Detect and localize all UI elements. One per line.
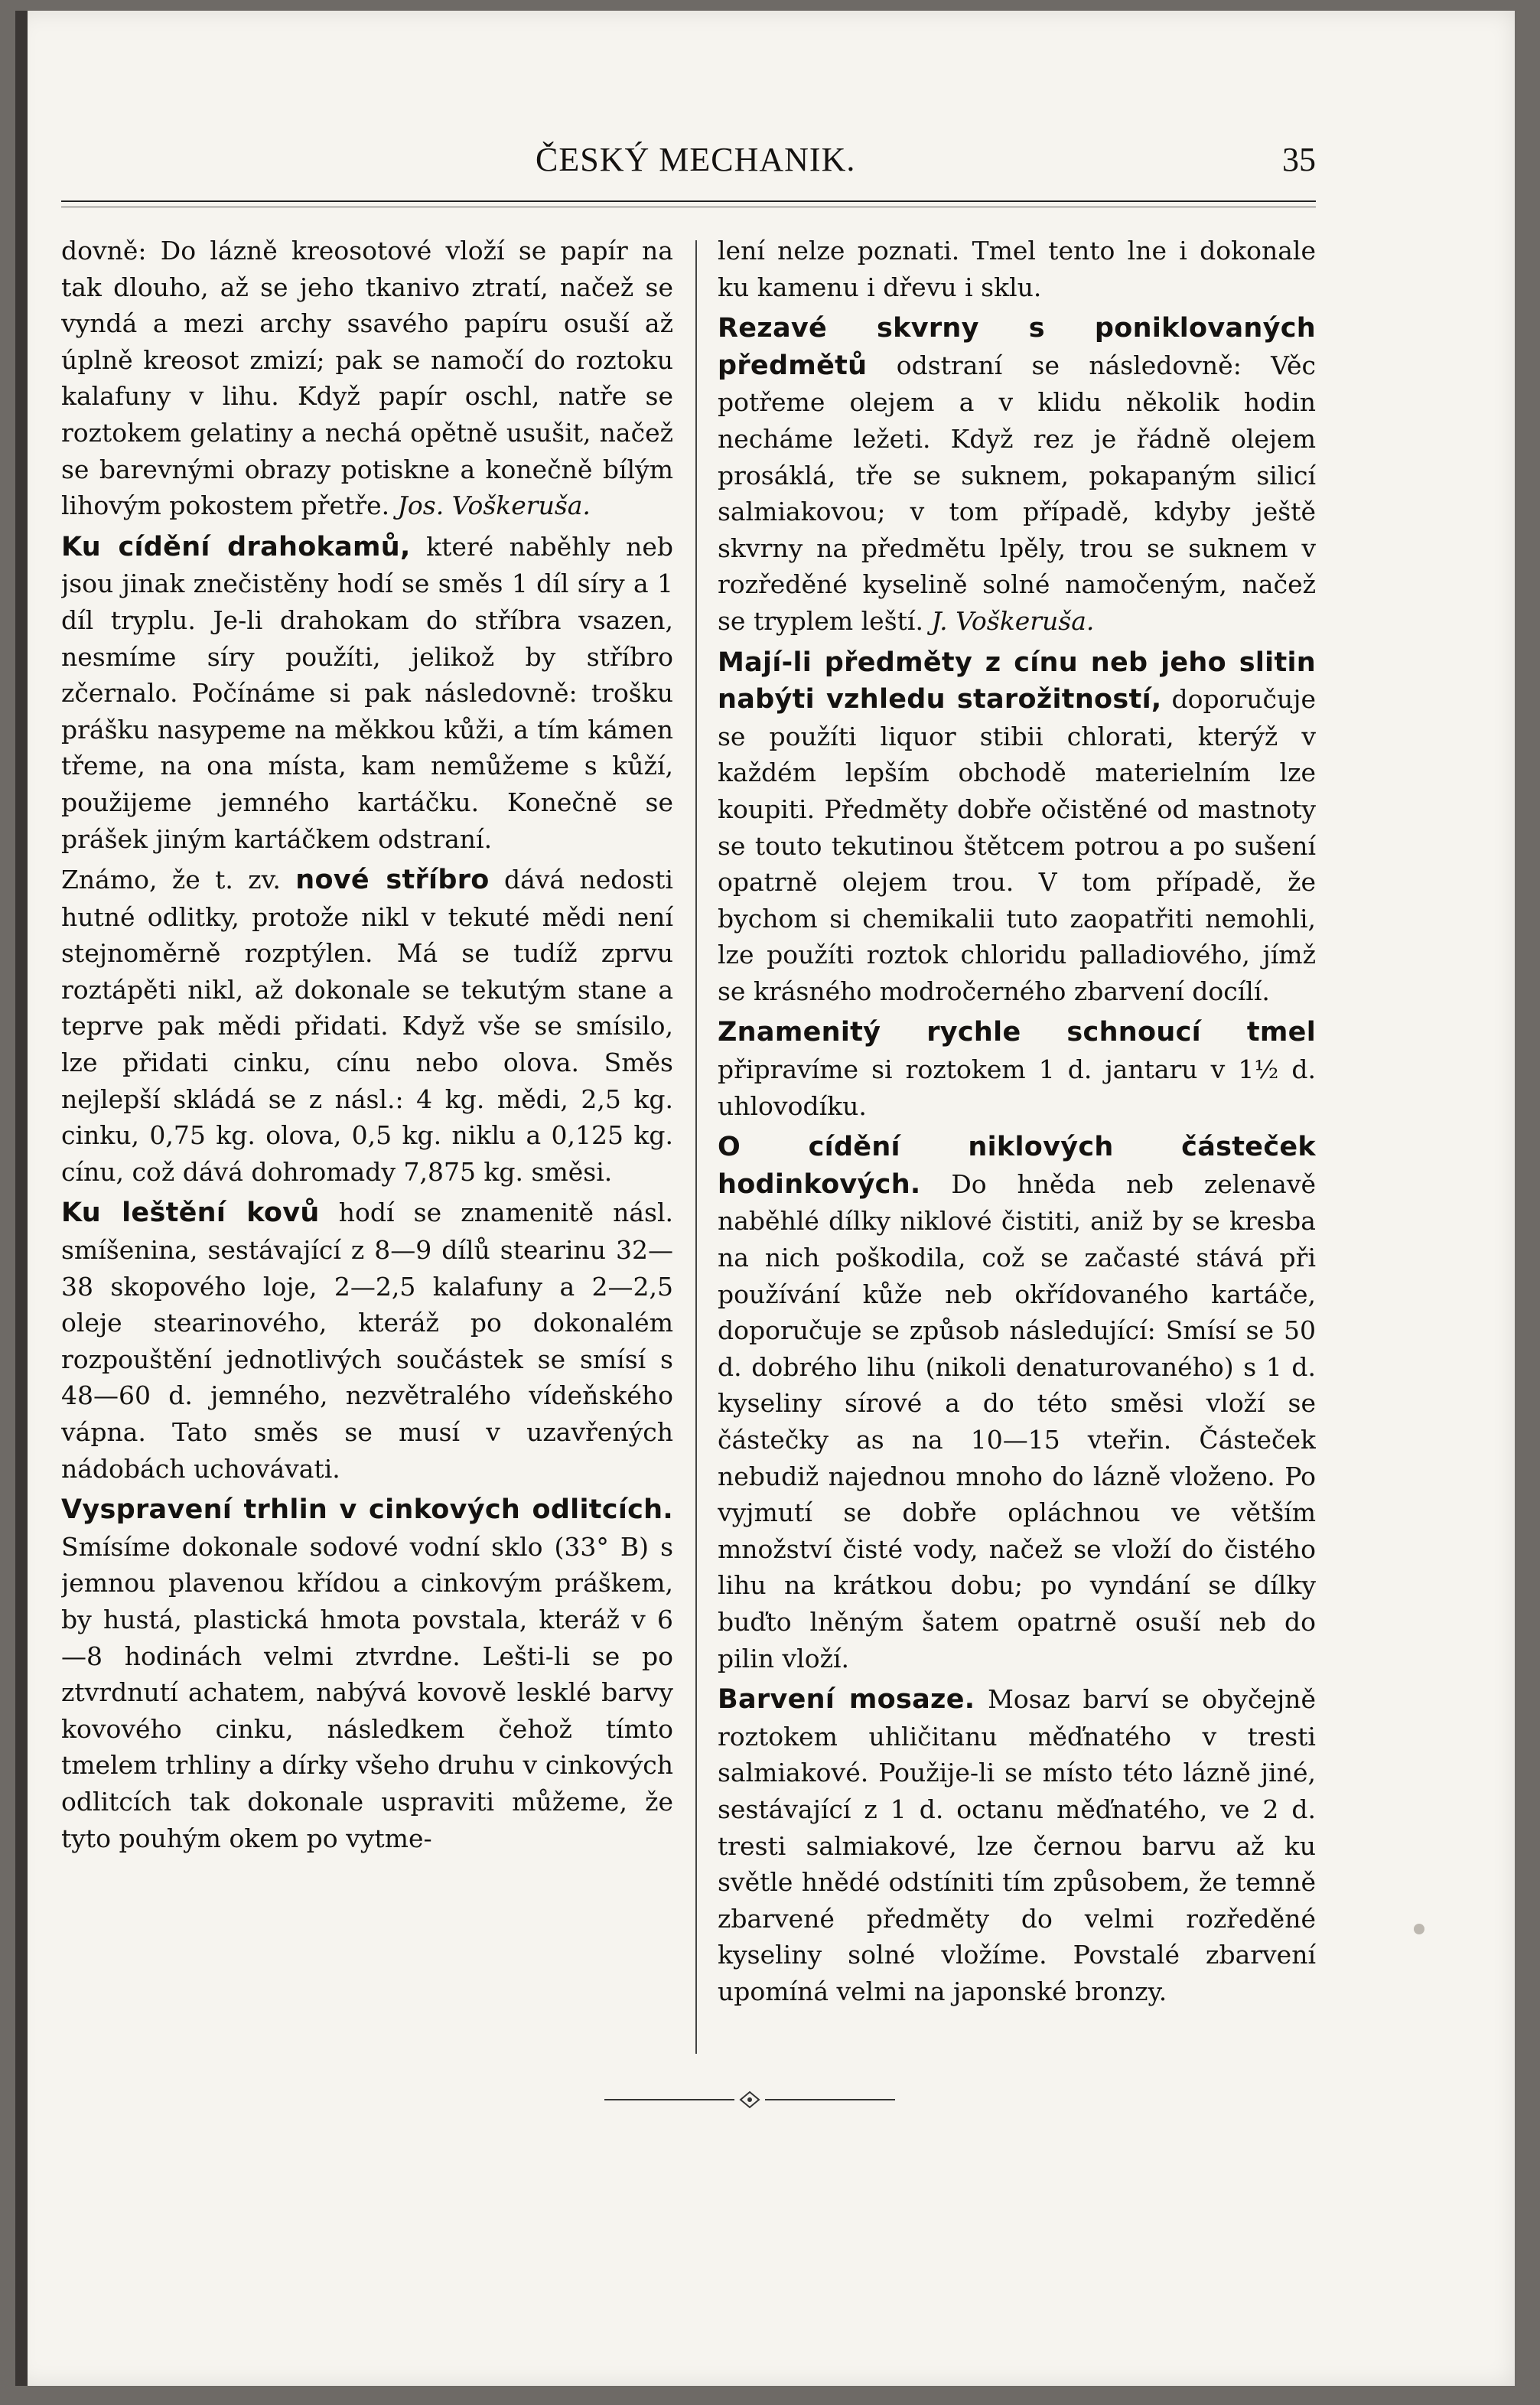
article-text: Mosaz barví se obyčejně roztokem uhličitanu měďnatého v tresti salmiakové. Použije-li se místo této lázně jiné, sestávající z 1 d. octanu měďnatého, ve 2 d. tresti salmiakové, lze černou barvu až ku světle hnědé odstíniti tím způsobem, že temně zbarvené předměty do velmi rozředěné kyseliny solné vložíme. Povstalé zbarvení upomíná velmi na japonské bronzy.: [718, 1684, 1316, 2006]
article-paragraph: [61, 233, 673, 524]
page-header: [61, 137, 1316, 191]
article-heading: Znamenitý rychle schnoucí tmel: [718, 1017, 1316, 1048]
article-text: připravíme si roztokem 1 d. jantaru v 1½ d. uhlovodíku.: [718, 1054, 1316, 1121]
article-heading: Ku leštění kovů: [61, 1198, 320, 1229]
article-signature: J. Voškeruša.: [931, 605, 1095, 636]
article-paragraph: [718, 310, 1316, 639]
article-paragraph: [61, 1194, 673, 1487]
left-column: [61, 233, 673, 2054]
right-column: [718, 233, 1316, 2054]
article-signature: Jos. Voškeruša.: [397, 490, 591, 521]
article-heading: Ku cídění drahokamů,: [61, 531, 411, 562]
running-title: ČESKÝ MECHANIK.: [536, 141, 856, 178]
article-text: Smísíme dokonale sodové vodní sklo (33° B) s jemnou plavenou křídou a cinkovým práškem, by hustá, plastická hmota povstala, kteráž v 6—8 hodinách velmi ztvrdne. Lešti-li se po ztvrdnutí achatem, nabývá kovově lesklé barvy kovového cinku, následkem čehož tímto tmelem trhliny a dírky všeho druhu v cinkových odlitcích tak dokonale uspraviti můžeme, že tyto pouhým okem po vytme-: [61, 1531, 673, 1853]
article-paragraph: [718, 1129, 1316, 1677]
end-ornament: [597, 2084, 903, 2115]
article-lead: Známo, že t. zv.: [61, 865, 281, 895]
article-text: odstraní se následovně: Věc potřeme olejem a v klidu několik hodin necháme ležeti. Když rez je řádně olejem prosáklá, tře se suknem, pokapaným silicí salmiakovou; v tom případě, kdyby ještě skvrny na předmětu lpěly, trou se suknem v rozředěné kyselině solné namočeným, načež se tryplem leští.: [718, 350, 1316, 636]
page-edge-shadow: [15, 11, 28, 2386]
article-paragraph: [61, 1491, 673, 1856]
article-paragraph: [718, 233, 1316, 305]
article-text: které naběhly neb jsou jinak znečistěny hodí se směs 1 díl síry a 1 díl tryplu. Je-li drahokam do stříbra vsazen, nesmíme síry použíti, jelikož by stříbro zčernalo. Počínáme si pak následovně: trošku prášku nasypeme na měkkou kůži, a tím kámen třeme, na ona místa, kam nemůžeme s kůží, použijeme jemného kartáčku. Konečně se prášek jiným kartáčkem odstraní.: [61, 531, 673, 854]
article-paragraph: [718, 644, 1316, 1010]
article-text: lení nelze poznati. Tmel tento lne i dokonale ku kamenu i dřevu i sklu.: [718, 236, 1316, 302]
newspaper-page: [15, 11, 1515, 2386]
header-rule: [61, 200, 1316, 202]
article-heading: Vyspravení trhlin v cinkových odlitcích.: [61, 1494, 673, 1526]
article-paragraph: [61, 529, 673, 857]
article-heading: Rezavé skvrny s poniklovaných předmětů: [718, 313, 1316, 381]
article-text: Do hněda neb zelenavě naběhlé dílky niklové čistiti, aniž by se kresba na nich poškodila, což se začasté stává při používání kůže neb okřídovaného kartáče, doporučuje se způsob následující: Smísí se 50 d. dobrého lihu (nikoli denaturovaného) s 1 d. kyseliny sírové a do této směsi vloží se částečky as na 10—15 vteřin. Částeček nebudiž najednou mnoho do lázně vloženo. Po vyjmutí se dobře opláchnou ve větším množství čisté vody, načež se vloží do čistého lihu na krátkou dobu; po vyndání se dílky buďto lněným šatem opatrně osuší neb do pilin vloží.: [718, 1168, 1316, 1673]
article-text: hodí se znamenitě násl. smíšenina, sestávající z 8—9 dílů stearinu 32—38 skopového loje, 2—2,5 kalafuny a 2—2,5 oleje stearinového, kteráž po dokonalém rozpouštění jednotlivých součástek se smísí s 48—60 d. jemného, nezvětralého vídeňského vápna. Tato směs se musí v uzavřených nádobách uchovávati.: [61, 1198, 673, 1484]
article-paragraph: [718, 1681, 1316, 2009]
article-heading: Mají-li předměty z cínu neb jeho slitin nabýti vzhledu starožitností,: [718, 647, 1316, 715]
article-text: dovně: Do lázně kreosotové vloží se papír na tak dlouho, až se jeho tkanivo ztratí, načež se vyndá a mezi archy ssavého papíru osuší až úplně kreosot zmizí; pak se namočí do roztoku kalafuny v lihu. Když papír oschl, natře se roztokem gelatiny a nechá opětně usušit, načež se barevnými obrazy potiskne a konečně bílým lihovým pokostem přetře.: [61, 236, 673, 521]
article-heading: Barvení mosaze.: [718, 1684, 975, 1716]
article-text: doporučuje se použíti liquor stibii chlorati, kterýž v každém lepším obchodě materielním lze koupiti. Předměty dobře očistěné od mastnoty se touto tekutinou štětcem potrou a po sušení opatrně olejem trou. V tom případě, že bychom si chemikalii tuto zaopatřiti nemohli, lze použíti roztok chloridu palladiového, jímž se krásného modročerného zbarvení docílí.: [718, 684, 1316, 1006]
article-heading: O cídění niklových částeček hodinkových.: [718, 1132, 1316, 1200]
article-heading: nové stříbro: [295, 865, 490, 896]
article-text: dává nedosti hutné odlitky, protože nikl v tekuté mědi není stejnoměrně rozptýlen. Má se tudíž zprvu roztápěti nikl, až dokonale se tekutým stane a teprve pak mědi přidati. Když vše se smísilo, lze přidati cinku, cínu nebo olova. Směs nejlepší skládá se z násl.: 4 kg. mědi, 2,5 kg. cinku, 0,75 kg. olova, 0,5 kg. niklu a 0,125 kg. cínu, což dává dohromady 7,875 kg. směsi.: [61, 865, 673, 1187]
article-paragraph: [61, 862, 673, 1190]
paper-speck: [1414, 1924, 1424, 1934]
article-paragraph: [718, 1014, 1316, 1124]
column-divider: [695, 240, 697, 2054]
page-number: 35: [1282, 141, 1316, 178]
